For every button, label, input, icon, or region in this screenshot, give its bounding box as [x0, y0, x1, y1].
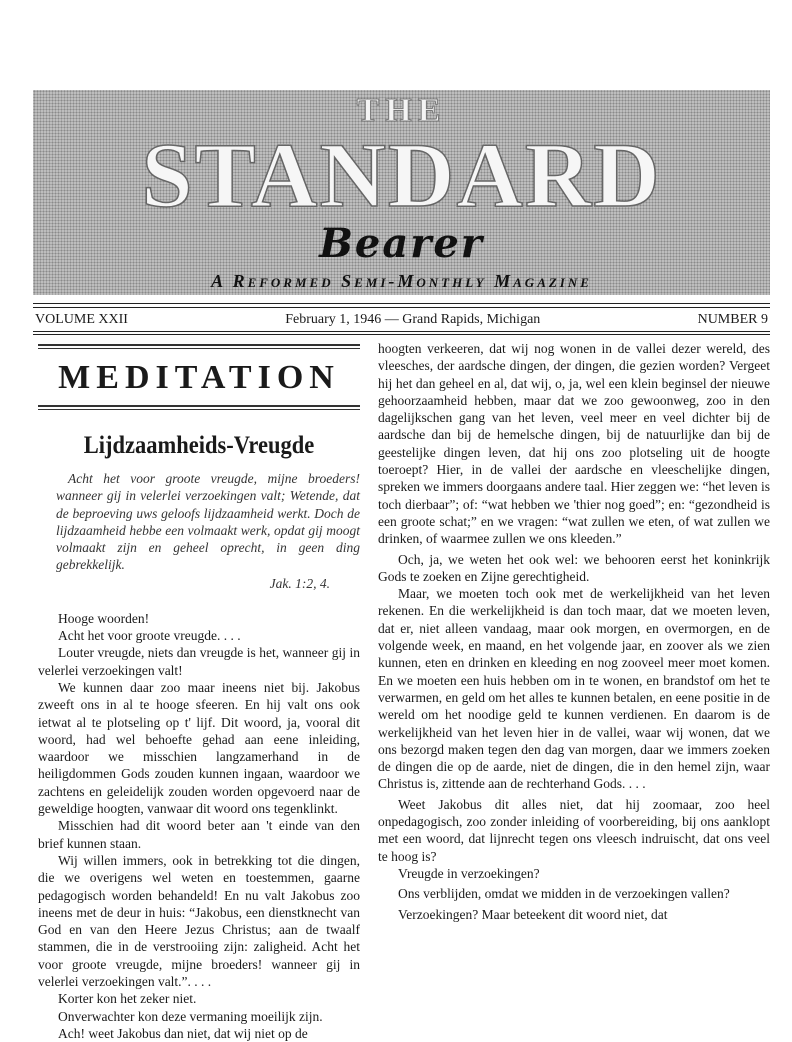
date-place: February 1, 1946 — Grand Rapids, Michigan — [285, 312, 541, 327]
paragraph: Ons verblijden, omdat we midden in de verzoekingen vallen? — [398, 886, 730, 902]
divider — [33, 303, 770, 304]
paragraph: Misschien had dit woord beter aan 't einde van den brief kunnen staan. — [38, 818, 360, 851]
paragraph: hoogten verkeeren, dat wij nog wonen in de vallei dezer wereld, des vleesches, der aardsche dingen, der dingen, die gezien worden? Vergeet hij het dan geheel en al, dat wij, o, ja, wel een klein beginsel der nieuwe gehoorzaamheid hebben, maar dat we zoo gewoonweg, zoo in den dagelijkschen gang van het leven, veel meer en veel dichter bij de aardsche dan bij de hemelsche dingen, bij de natuurlijke dan bij de geestelijke dingen leven, dat hij ons zoo plotseling uit de hoogte toeroept? Hier, in de vallei der aardsche en vleeschelijke dingen, spreken we immers doorgaans andere taal. Hier zeggen we: “het leven is toch dierbaar”; of: “wat hebben we 'thier nog goed”; en: “gezondheid is een groote schat;” en we vragen: “wat zullen we eten, of wat zullen we drinken, of waarmee zullen we ons kleeden.” — [378, 341, 770, 547]
divider — [38, 405, 360, 410]
paragraph: Verzoekingen? Maar beteekent dit woord niet, dat — [398, 906, 668, 922]
article-title: Lijdzaamheids-Vreugde — [83, 432, 315, 459]
paragraph: Louter vreugde, niets dan vreugde is het, wanneer gij in velerlei verzoekingen valt! — [38, 645, 360, 678]
paragraph: Onverwachter kon deze vermaning moeilijk zijn. — [58, 1008, 323, 1024]
divider — [33, 331, 770, 332]
masthead — [33, 90, 770, 295]
paragraph: Acht het voor groote vreugde. . . . — [58, 628, 241, 644]
paragraph: Wij willen immers, ook in betrekking tot die dingen, die we overigens wel weten en toestemmen, gaarne pedagogisch worden behandeld! En nu valt Jakobus zoo ineens met de deur in huis: “Jakobus, een dienstknecht van God en van den Heere Jezus Christus; aan de twaalf stammen, die in de verstrooiing zijn: zaligheid. Acht het voor groote vreugde, mijne broeders! wanneer gij in velerlei verzoekingen valt.”. . . . — [38, 852, 360, 990]
paragraph: We kunnen daar zoo maar ineens niet bij. Jakobus zweeft ons in al te hooge sfeeren. En hij valt ons ook ietwat al te plotseling op t' lijf. Dit woord, ja, vooral dit woord, had wel behoefte gehad aan eene inleiding, waardoor we misschien langzamerhand in de heiligdommen Gods zouden kunnen ingaan, waardoor we zachtens en geleidelijk zouden worden opgevoerd naar de geweldige hoogten, vanwaar dit woord ons tegenklinkt. — [38, 679, 360, 817]
paragraph: Och, ja, we weten het ook wel: we behooren eerst het koninkrijk Gods te zoeken en Zijne gerechtigheid. — [378, 551, 770, 584]
paragraph: Korter kon het zeker niet. — [58, 991, 197, 1007]
epigraph: Acht het voor groote vreugde, mijne broeders! wanneer gij in velerlei verzoekingen valt; Wetende, dat de beproeving uws geloofs lijdzaamheid werkt. Doch de lijdzaamheid hebbe een volmaakt werk, opdat gij moogt volmaakt zijn en geheel oprecht, in geen ding gebrekkelijk. — [56, 471, 360, 573]
right-column — [378, 340, 770, 923]
paragraph: Ach! weet Jakobus dan niet, dat wij niet op de — [58, 1025, 308, 1041]
issue-number: NUMBER 9 — [697, 312, 768, 327]
masthead-standard: STANDARD — [141, 124, 662, 226]
epigraph-reference: Jak. 1:2, 4. — [269, 575, 330, 591]
left-column — [38, 344, 360, 1042]
right-body — [378, 340, 770, 923]
paragraph: Hooge woorden! — [58, 610, 150, 626]
paragraph: Vreugde in verzoekingen? — [398, 865, 540, 881]
paragraph: Weet Jakobus dit alles niet, dat hij zoomaar, zoo heel onpedagogisch, zoo zonder inleiding of voorbereiding, bij ons aanklopt met een woord, dat lijnrecht tegen ons vleesch indruischt, dat ons veel te hoog is? — [378, 796, 770, 864]
masthead-the: THE — [356, 92, 447, 129]
divider — [33, 307, 770, 308]
masthead-bearer-script: Bearer — [319, 220, 484, 267]
masthead-subtitle: A Reformed Semi-Monthly Magazine — [211, 271, 592, 291]
paragraph: Maar, we moeten toch ook met de werkelijkheid van het leven rekenen. En die werkelijkheid is dan toch maar, dat we moeten leven, dat er, niet alleen vandaag, maar ook morgen, en overmorgen, en de volgende week, en maand, en het volgende jaar, en zoover als we zien kunnen, eten en drinken en kleeding en nog zooveel meer moet komen. En we moeten een huis hebben om in te wonen, en brandstof om het te verwarmen, en geld om het alles te kunnen betalen, en eene positie in de wereld om het noodige geld te kunnen verdienen. En daarom is de werkelijkheid van het leven hier in de vallei, waar wij wonen, dat we ons bezorgd maken tegen den dag van morgen, daar we immers zoeken de dingen die op de aarde, niet de dingen, die in den hemel zijn, waar Christus is, zittende aan de rechterhand Gods. . . . — [378, 586, 770, 792]
volume: VOLUME XXII — [35, 312, 128, 327]
issue-line — [35, 312, 768, 328]
divider — [38, 344, 360, 349]
left-body — [38, 610, 360, 1042]
section-heading: MEDITATION — [58, 359, 340, 396]
divider — [33, 334, 770, 335]
